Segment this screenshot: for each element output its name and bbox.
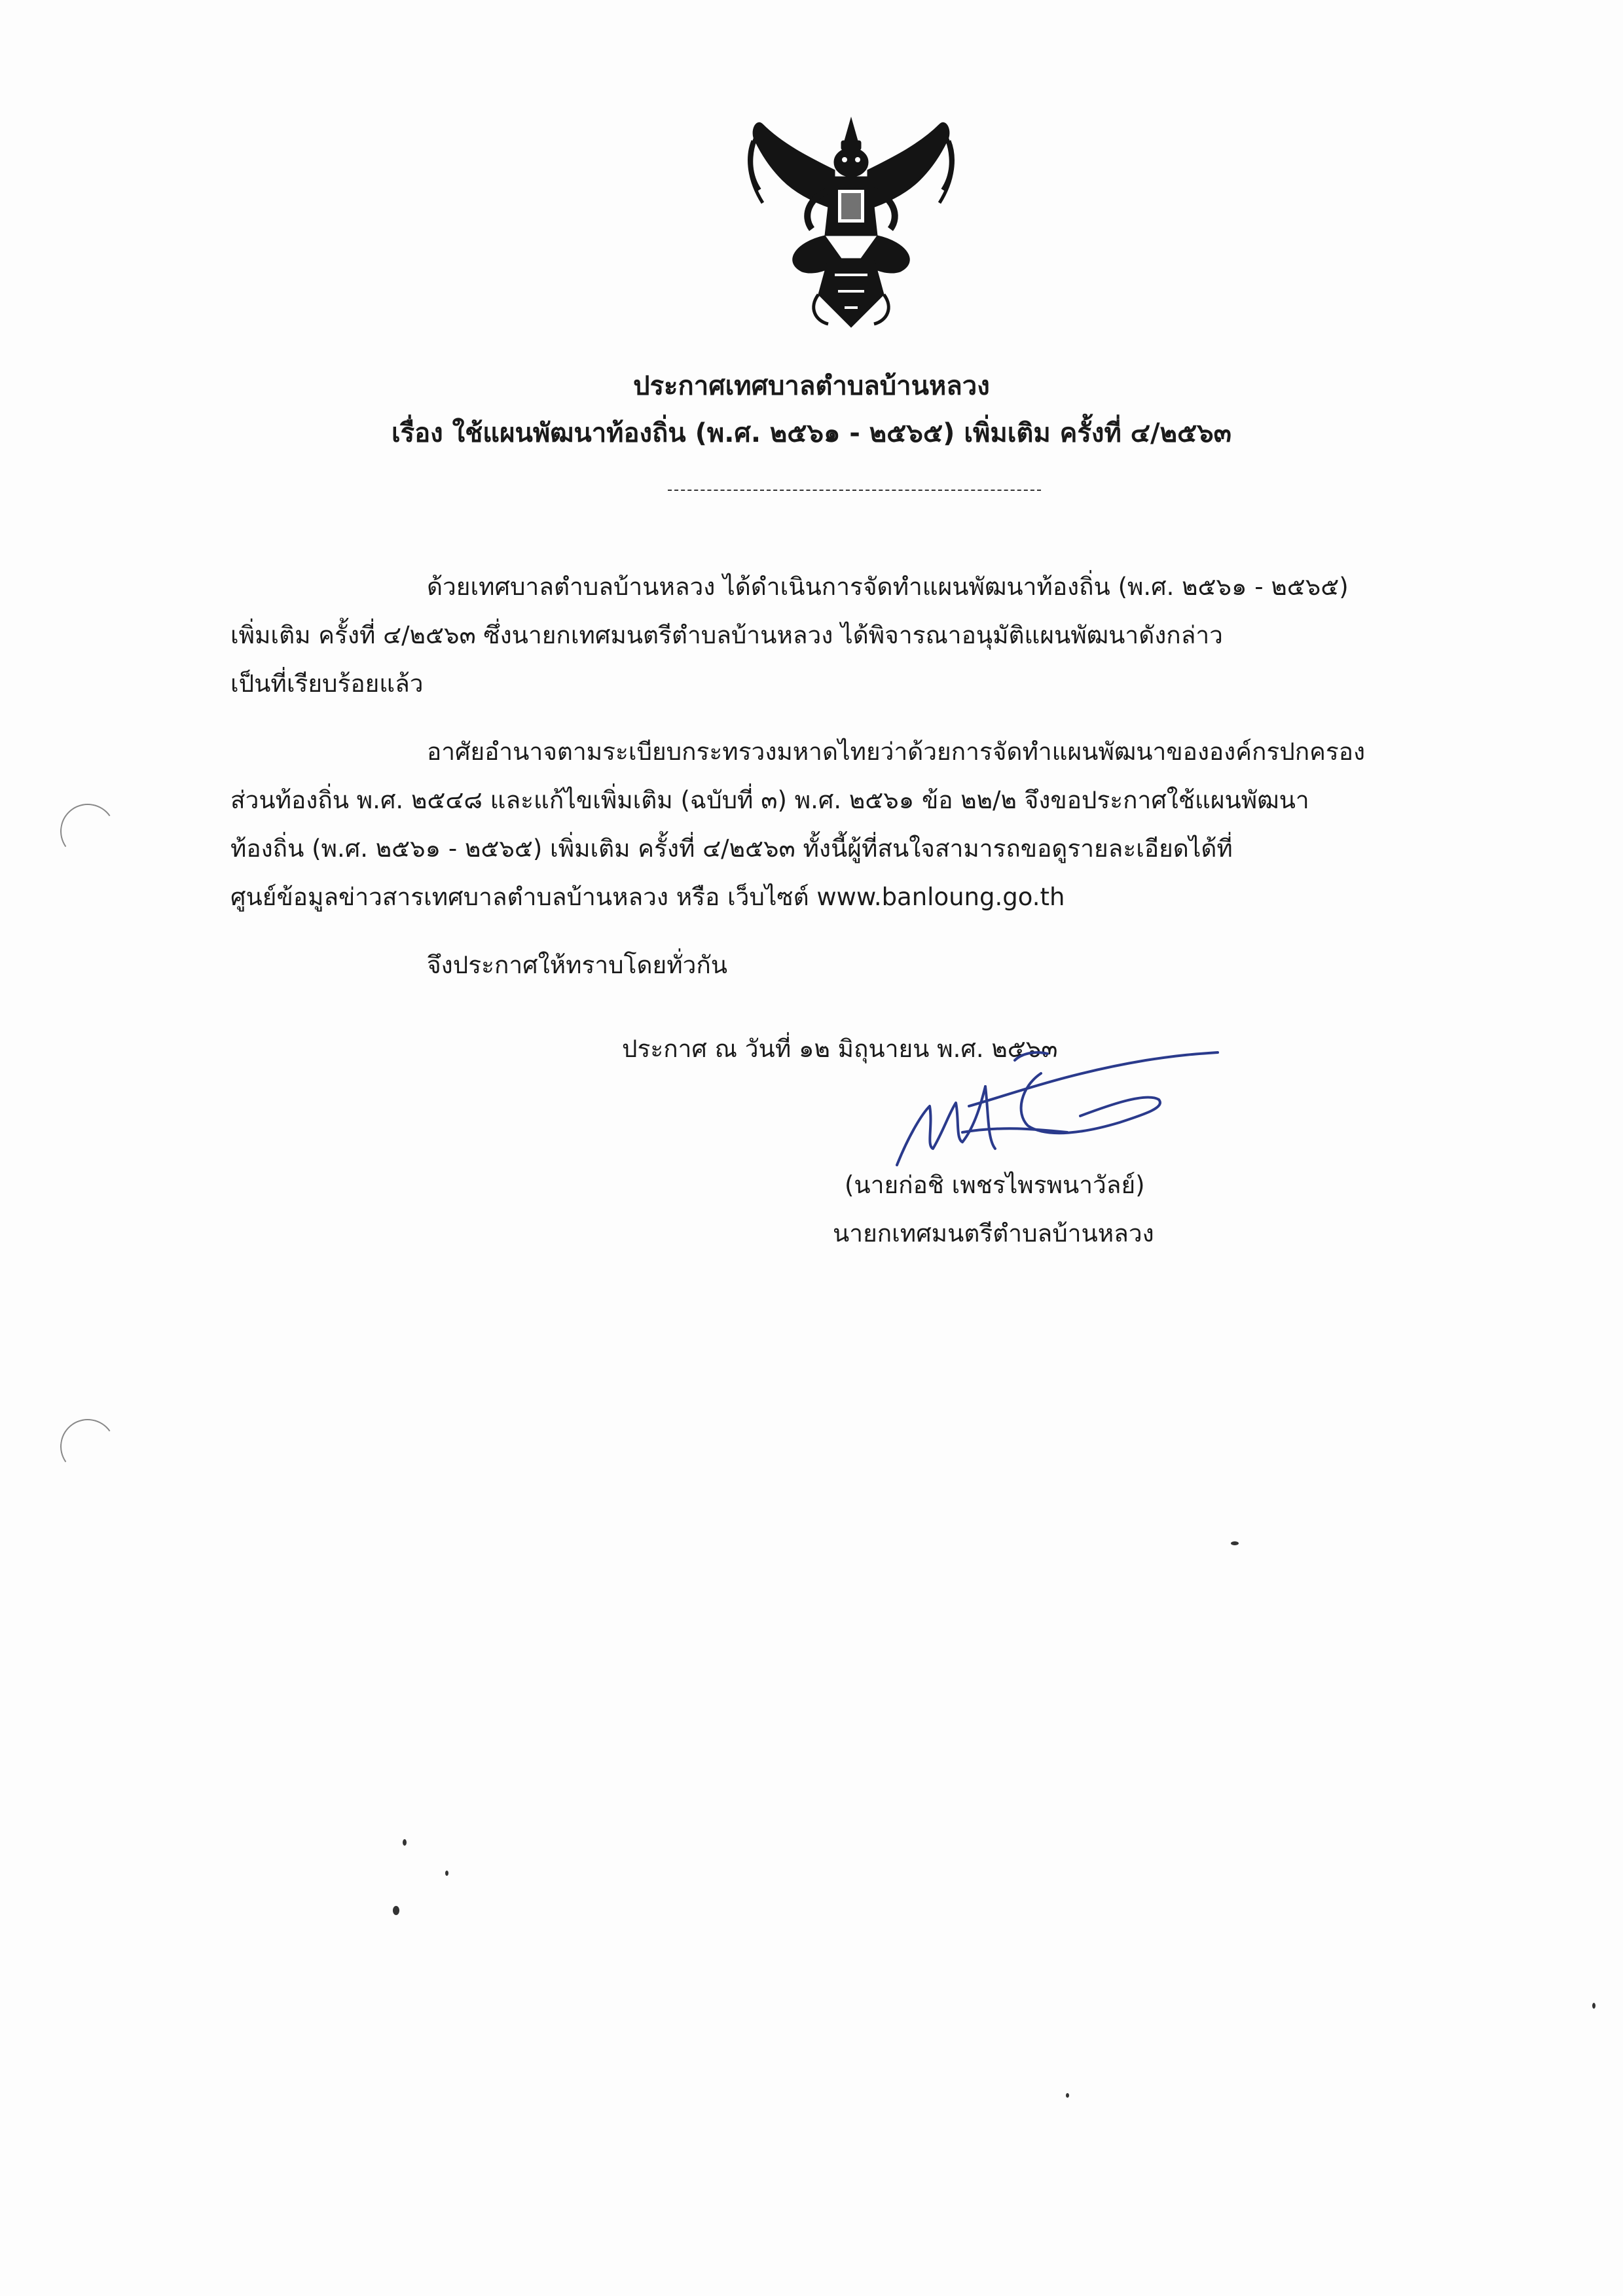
- scan-speck: [1592, 2003, 1596, 2009]
- paragraph-2-line-1: อาศัยอำนาจตามระเบียบกระทรวงมหาดไทยว่าด้วยการจัดทำแผนพัฒนาขององค์กรปกครอง: [427, 738, 1366, 766]
- paragraph-1-line-1: ด้วยเทศบาลตำบลบ้านหลวง ได้ดำเนินการจัดทำแผนพัฒนาท้องถิ่น (พ.ศ. ๒๕๖๑ - ๒๕๖๕): [427, 573, 1349, 601]
- punch-hole-mark: [56, 799, 119, 863]
- paragraph-2-line-4: ศูนย์ข้อมูลข่าวสารเทศบาลตำบลบ้านหลวง หรือ เว็บไซต์ www.banloung.go.th: [230, 883, 1065, 911]
- signatory-position: นายกเทศมนตรีตำบลบ้านหลวง: [833, 1219, 1154, 1247]
- closing-line: จึงประกาศให้ทราบโดยทั่วกัน: [427, 951, 728, 979]
- garuda-emblem-icon: [743, 105, 959, 340]
- title-divider: [668, 490, 1041, 491]
- paragraph-2-line-3: ท้องถิ่น (พ.ศ. ๒๕๖๑ - ๒๕๖๕) เพิ่มเติม ครั้งที่ ๔/๒๕๖๓ ทั้งนี้ผู้ที่สนใจสามารถขอดูรายละเอียดได้ที่: [230, 834, 1233, 863]
- scan-speck: [445, 1871, 448, 1876]
- paragraph-1: [230, 563, 1481, 708]
- signatory-name: (นายก่อชิ เพชรไพรพนาวัลย์): [845, 1171, 1145, 1199]
- announcement-subject: เรื่อง ใช้แผนพัฒนาท้องถิ่น (พ.ศ. ๒๕๖๑ - ๒๕๖๕) เพิ่มเติม ครั้งที่ ๔/๒๕๖๓: [391, 418, 1231, 448]
- punch-hole-mark: [56, 1414, 119, 1478]
- closing-paragraph: [230, 941, 1481, 990]
- announcement-title: ประกาศเทศบาลตำบลบ้านหลวง: [633, 371, 990, 401]
- announcement-date: ประกาศ ณ วันที่ ๑๒ มิถุนายน พ.ศ. ๒๕๖๓: [622, 1035, 1058, 1063]
- paragraph-1-line-3: เป็นที่เรียบร้อยแล้ว: [230, 670, 424, 698]
- paragraph-1-line-2: เพิ่มเติม ครั้งที่ ๔/๒๕๖๓ ซึ่งนายกเทศมนตรีตำบลบ้านหลวง ได้พิจารณาอนุมัติแผนพัฒนาดังกล่าว: [230, 621, 1223, 649]
- scan-speck: [403, 1839, 407, 1846]
- scan-speck: [1066, 2093, 1069, 2098]
- scan-speck: [393, 1906, 399, 1915]
- handwritten-signature-icon: [871, 1034, 1237, 1178]
- paragraph-2-line-2: ส่วนท้องถิ่น พ.ศ. ๒๕๔๘ และแก้ไขเพิ่มเติม (ฉบับที่ ๓) พ.ศ. ๒๕๖๑ ข้อ ๒๒/๒ จึงขอประกาศใช้แผนพัฒนา: [230, 786, 1309, 814]
- paragraph-2: [230, 728, 1481, 922]
- scan-speck: [1231, 1541, 1239, 1545]
